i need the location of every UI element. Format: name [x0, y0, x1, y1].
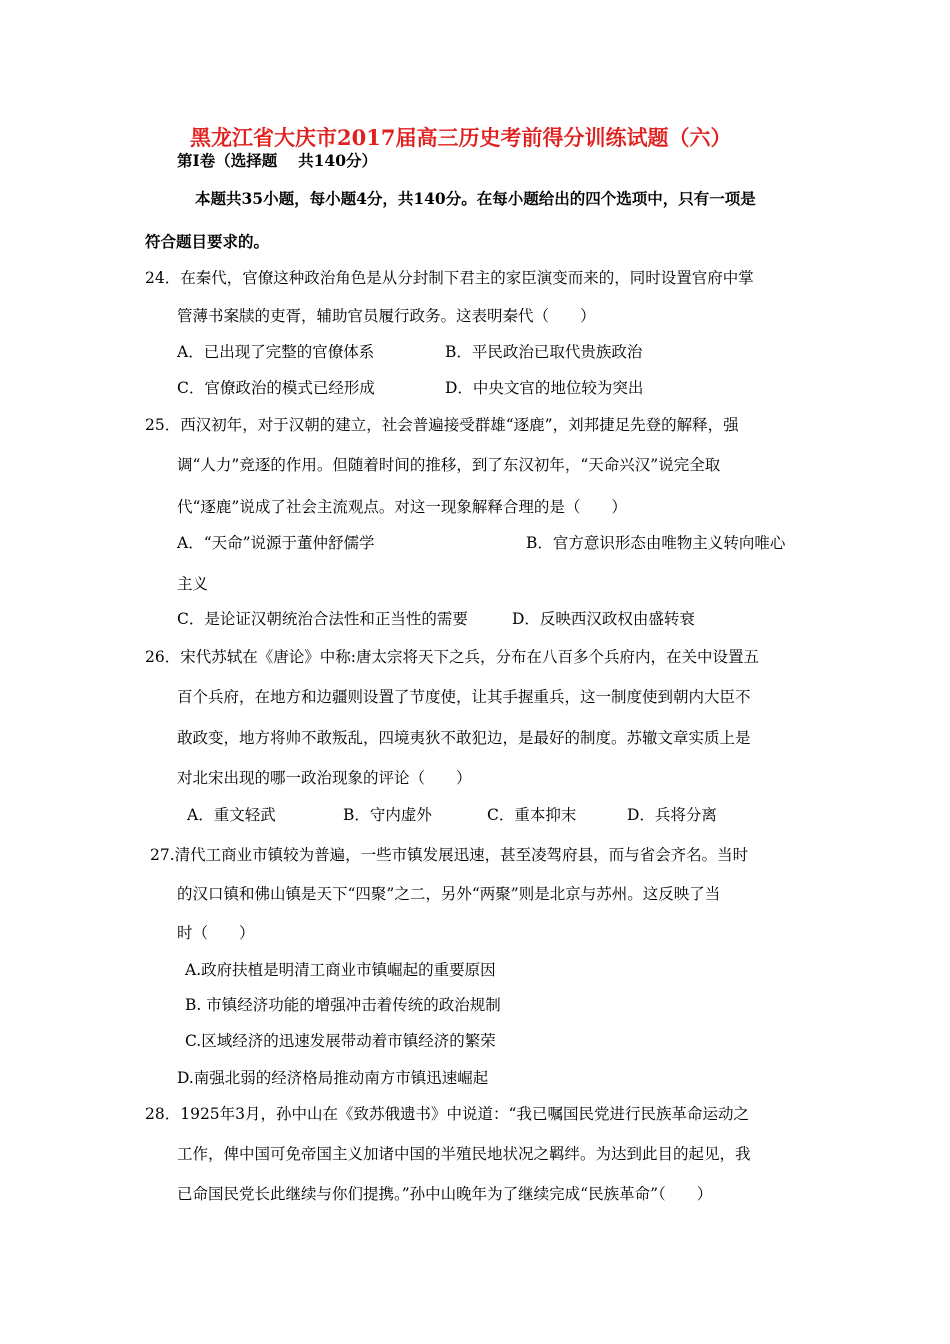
option-a: A．重文轻武	[187, 806, 276, 824]
option-c: C．重本抑末	[487, 806, 577, 824]
option-b: B. 市镇经济功能的增强冲击着传统的政治规制	[185, 996, 501, 1014]
question-stem-line: 管薄书案牍的吏胥，辅助官员履行政务。这表明秦代（ ）	[177, 307, 596, 325]
question-stem-line: 25．西汉初年，对于汉朝的建立，社会普遍接受群雄“逐鹿”，刘邦捷足先登的解释，强	[145, 416, 739, 434]
option-d: D．中央文官的地位较为突出	[445, 379, 644, 397]
question-stem-line: 28．1925年3月，孙中山在《致苏俄遗书》中说道：“我已嘱国民党进行民族革命运动之	[145, 1105, 749, 1123]
question-stem-line: 24．在秦代，官僚这种政治角色是从分封制下君主的家臣演变而来的，同时设置官府中掌	[145, 269, 754, 287]
question-stem-line: 已命国民党长此继续与你们提携。”孙中山晚年为了继续完成“民族革命”（ ）	[177, 1185, 713, 1203]
section-heading: 第Ⅰ卷（选择题 共140分）	[177, 151, 378, 170]
option-a: A.政府扶植是明清工商业市镇崛起的重要原因	[185, 961, 496, 979]
question-stem-line: 对北宋出现的哪一政治现象的评论（ ）	[177, 769, 472, 787]
question-stem-line: 百个兵府，在地方和边疆则设置了节度使，让其手握重兵，这一制度使到朝内大臣不	[177, 688, 751, 706]
question-stem-line: 时（ ）	[177, 924, 255, 942]
option-b: B．官方意识形态由唯物主义转向唯心	[526, 534, 786, 552]
option-b: B．平民政治已取代贵族政治	[445, 343, 643, 361]
instructions-line-1: 本题共35小题，每小题4分，共140分。在每小题给出的四个选项中，只有一项是	[195, 189, 756, 208]
option-a: A．“天命”说源于董仲舒儒学	[177, 534, 375, 552]
question-stem-line: 的汉口镇和佛山镇是天下“四聚”之二，另外“两聚”则是北京与苏州。这反映了当	[177, 885, 721, 903]
option-b-continued: 主义	[177, 575, 209, 593]
exam-title: 黑龙江省大庆市2017届高三历史考前得分训练试题（六）	[190, 125, 732, 150]
instructions-line-2: 符合题目要求的。	[145, 232, 270, 251]
option-b: B．守内虚外	[343, 806, 432, 824]
question-stem-line: 26．宋代苏轼在《唐论》中称:唐太宗将天下之兵，分布在八百多个兵府内，在关中设置五	[145, 648, 759, 666]
question-stem-line: 工作，俾中国可免帝国主义加诸中国的半殖民地状况之羁绊。为达到此目的起见，我	[177, 1145, 751, 1163]
question-stem-line: 敢政变，地方将帅不敢叛乱，四境夷狄不敢犯边，是最好的制度。苏辙文章实质上是	[177, 729, 751, 747]
option-d: D．兵将分离	[627, 806, 717, 824]
option-d: D.南强北弱的经济格局推动南方市镇迅速崛起	[177, 1069, 489, 1087]
option-c: C．官僚政治的模式已经形成	[177, 379, 375, 397]
question-stem-line: 27.清代工商业市镇较为普遍，一些市镇发展迅速，甚至凌驾府县，而与省会齐名。当时	[150, 846, 749, 864]
option-c: C．是论证汉朝统治合法性和正当性的需要	[177, 610, 468, 628]
option-d: D．反映西汉政权由盛转衰	[512, 610, 695, 628]
question-stem-line: 代“逐鹿”说成了社会主流观点。对这一现象解释合理的是（ ）	[177, 498, 627, 516]
option-c: C.区域经济的迅速发展带动着市镇经济的繁荣	[185, 1032, 496, 1050]
question-stem-line: 调“人力”竞逐的作用。但随着时间的推移，到了东汉初年，“天命兴汉”说完全取	[177, 456, 721, 474]
option-a: A．已出现了完整的官僚体系	[177, 343, 375, 361]
